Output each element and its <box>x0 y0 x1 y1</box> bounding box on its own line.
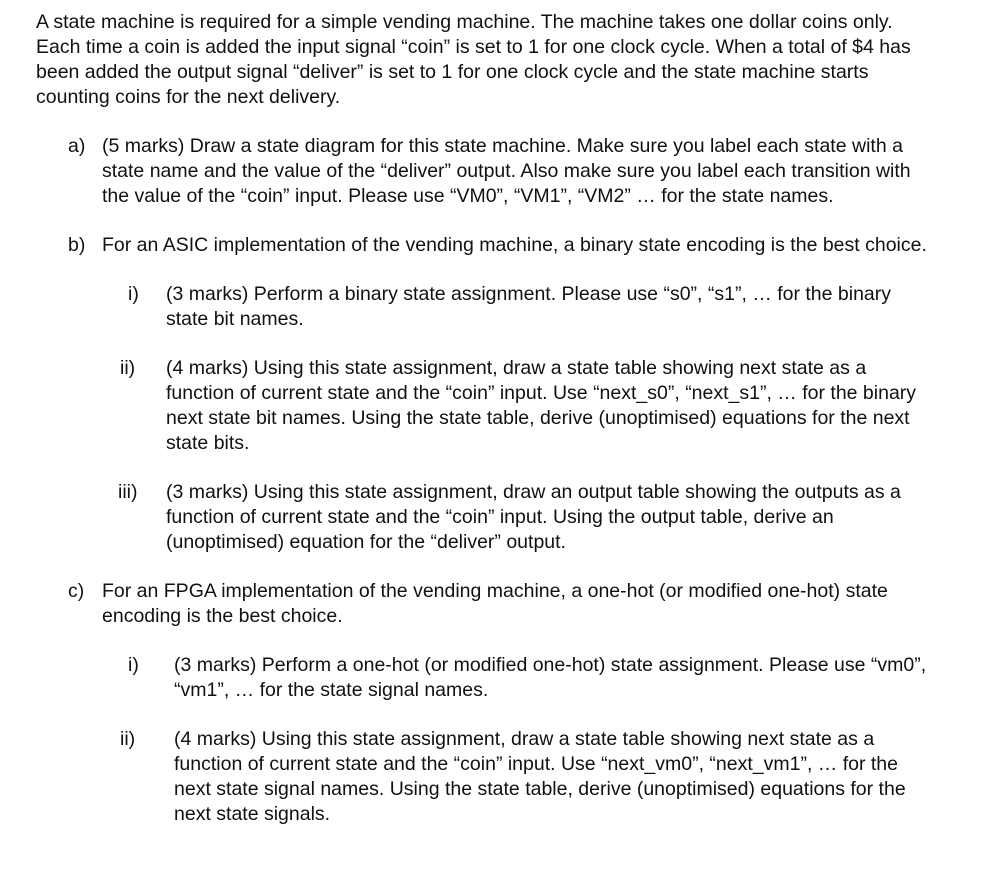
question-a-label: a) <box>68 135 86 157</box>
question-c-ii-label: ii) <box>120 728 136 750</box>
intro-paragraph: A state machine is required for a simple vending machine. The machine takes one dollar coins only. Each time a coin is added the input signal “coin” is set to 1 for one clock cycle. When a total of $4 has been added the output signal “deliver” is set to 1 for one clock cycle and the state machine starts counting coins for the next delivery. <box>36 11 911 108</box>
question-b-i <box>102 282 936 332</box>
question-document <box>36 10 936 827</box>
question-c-text: For an FPGA implementation of the vending machine, a one-hot (or modified one-hot) state encoding is the best choice. <box>102 580 888 627</box>
question-c-i <box>102 653 936 703</box>
question-c-i-label: i) <box>128 654 139 676</box>
question-b-i-label: i) <box>128 283 139 305</box>
question-c-ii <box>102 727 936 827</box>
question-b <box>36 233 936 555</box>
question-b-ii <box>102 356 936 456</box>
question-b-ii-text: (4 marks) Using this state assignment, draw a state table showing next state as a function of current state and the “coin” input. Use “next_s0”, “next_s1”, … for the binary next state bit names. Using the state table, derive (unoptimised) equations for the next state bits. <box>166 357 917 454</box>
question-b-iii-text: (3 marks) Using this state assignment, draw an output table showing the outputs as a function of current state and the “coin” input. Using the output table, derive an (unoptimised) equation for the “deliver” output. <box>166 481 901 553</box>
question-a <box>36 134 936 209</box>
question-b-ii-label: ii) <box>120 357 136 379</box>
question-c <box>36 579 936 827</box>
question-b-iii <box>102 480 936 555</box>
question-b-iii-label: iii) <box>118 481 138 503</box>
question-c-i-text: (3 marks) Perform a one-hot (or modified one-hot) state assignment. Please use “vm0”, “vm1”, … for the state signal names. <box>174 654 927 701</box>
question-b-text: For an ASIC implementation of the vending machine, a binary state encoding is the best choice. <box>102 234 927 256</box>
question-c-label: c) <box>68 580 85 602</box>
question-b-label: b) <box>68 234 86 256</box>
question-b-i-text: (3 marks) Perform a binary state assignment. Please use “s0”, “s1”, … for the binary state bit names. <box>166 283 892 330</box>
question-a-text: (5 marks) Draw a state diagram for this state machine. Make sure you label each state with a state name and the value of the “deliver” output. Also make sure you label each transition with the value of the “coin” input. Please use “VM0”, “VM1”, “VM2” … for the state names. <box>102 135 911 207</box>
question-c-ii-text: (4 marks) Using this state assignment, draw a state table showing next state as a function of current state and the “coin” input. Use “next_vm0”, “next_vm1”, … for the next state signal names. Using the state table, derive (unoptimised) equations for the next state signals. <box>174 728 906 825</box>
